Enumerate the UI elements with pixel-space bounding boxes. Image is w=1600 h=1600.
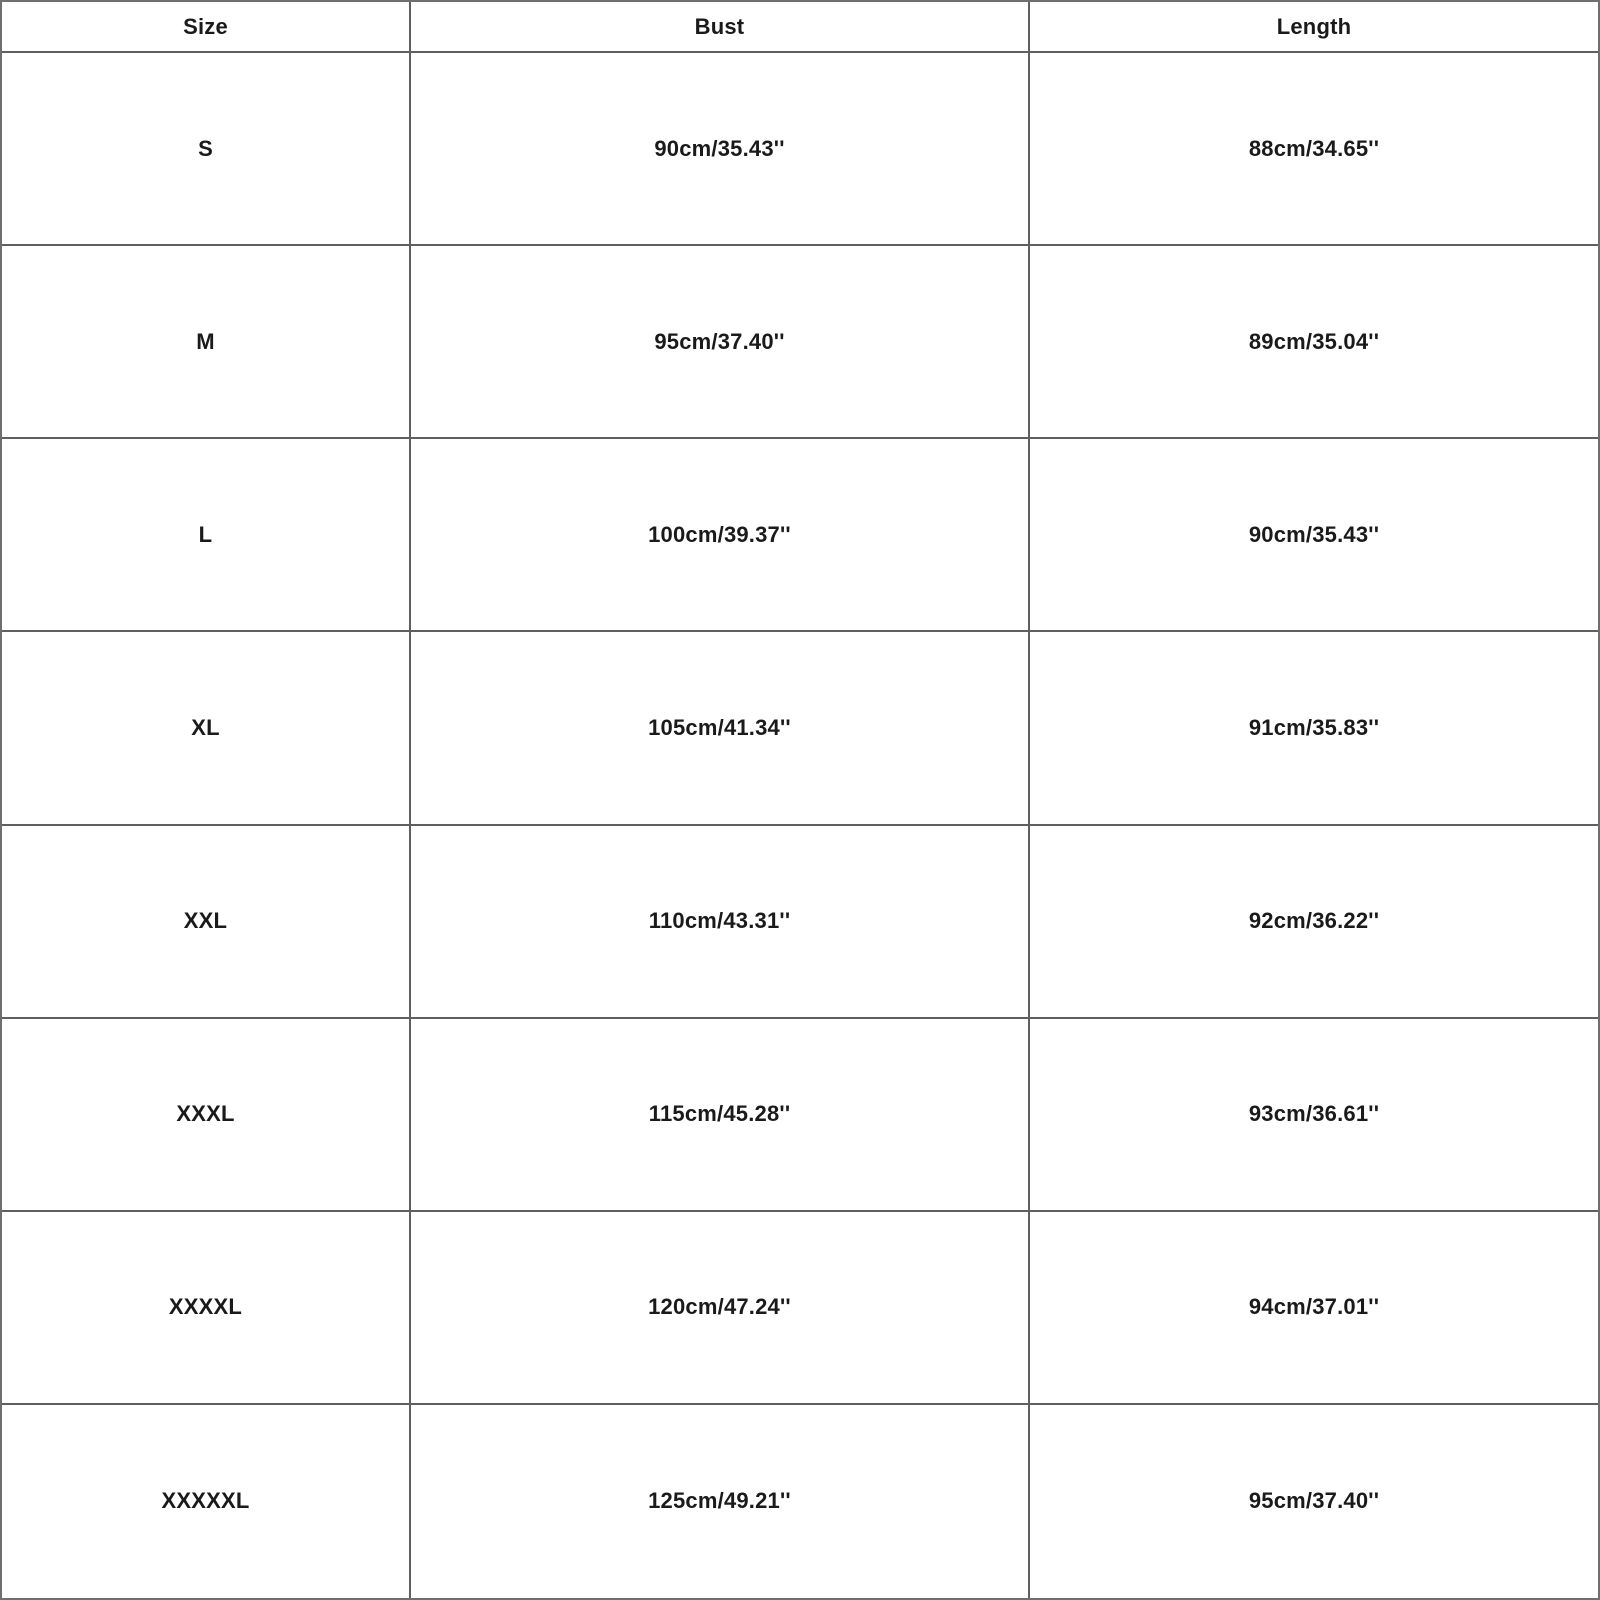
table-cell-bust: 100cm/39.37''	[411, 439, 1030, 632]
header-bust: Bust	[411, 2, 1030, 53]
table-cell-bust: 110cm/43.31''	[411, 826, 1030, 1019]
table-cell-bust: 90cm/35.43''	[411, 53, 1030, 246]
header-size: Size	[2, 2, 411, 53]
table-cell-size: XXXL	[2, 1019, 411, 1212]
table-cell-length: 88cm/34.65''	[1030, 53, 1598, 246]
table-cell-size: L	[2, 439, 411, 632]
table-cell-size: S	[2, 53, 411, 246]
table-cell-size: XXL	[2, 826, 411, 1019]
table-cell-bust: 105cm/41.34''	[411, 632, 1030, 825]
table-cell-length: 90cm/35.43''	[1030, 439, 1598, 632]
table-cell-length: 92cm/36.22''	[1030, 826, 1598, 1019]
table-cell-size: M	[2, 246, 411, 439]
table-cell-bust: 115cm/45.28''	[411, 1019, 1030, 1212]
table-cell-length: 89cm/35.04''	[1030, 246, 1598, 439]
table-cell-length: 94cm/37.01''	[1030, 1212, 1598, 1405]
table-cell-length: 95cm/37.40''	[1248, 1488, 1380, 1514]
table-cell-length: 93cm/36.61''	[1030, 1019, 1598, 1212]
table-cell-bust: 125cm/49.21''	[411, 1405, 1030, 1598]
table-cell-bust: 120cm/47.24''	[411, 1212, 1030, 1405]
table-cell-size: XXXXL	[2, 1212, 411, 1405]
table-cell-size: XXXXXL	[2, 1405, 411, 1598]
table-cell-length: 91cm/35.83''	[1030, 632, 1598, 825]
table-cell-bust: 95cm/37.40''	[411, 246, 1030, 439]
table-cell-size: XL	[2, 632, 411, 825]
header-length: Length	[1030, 2, 1598, 53]
